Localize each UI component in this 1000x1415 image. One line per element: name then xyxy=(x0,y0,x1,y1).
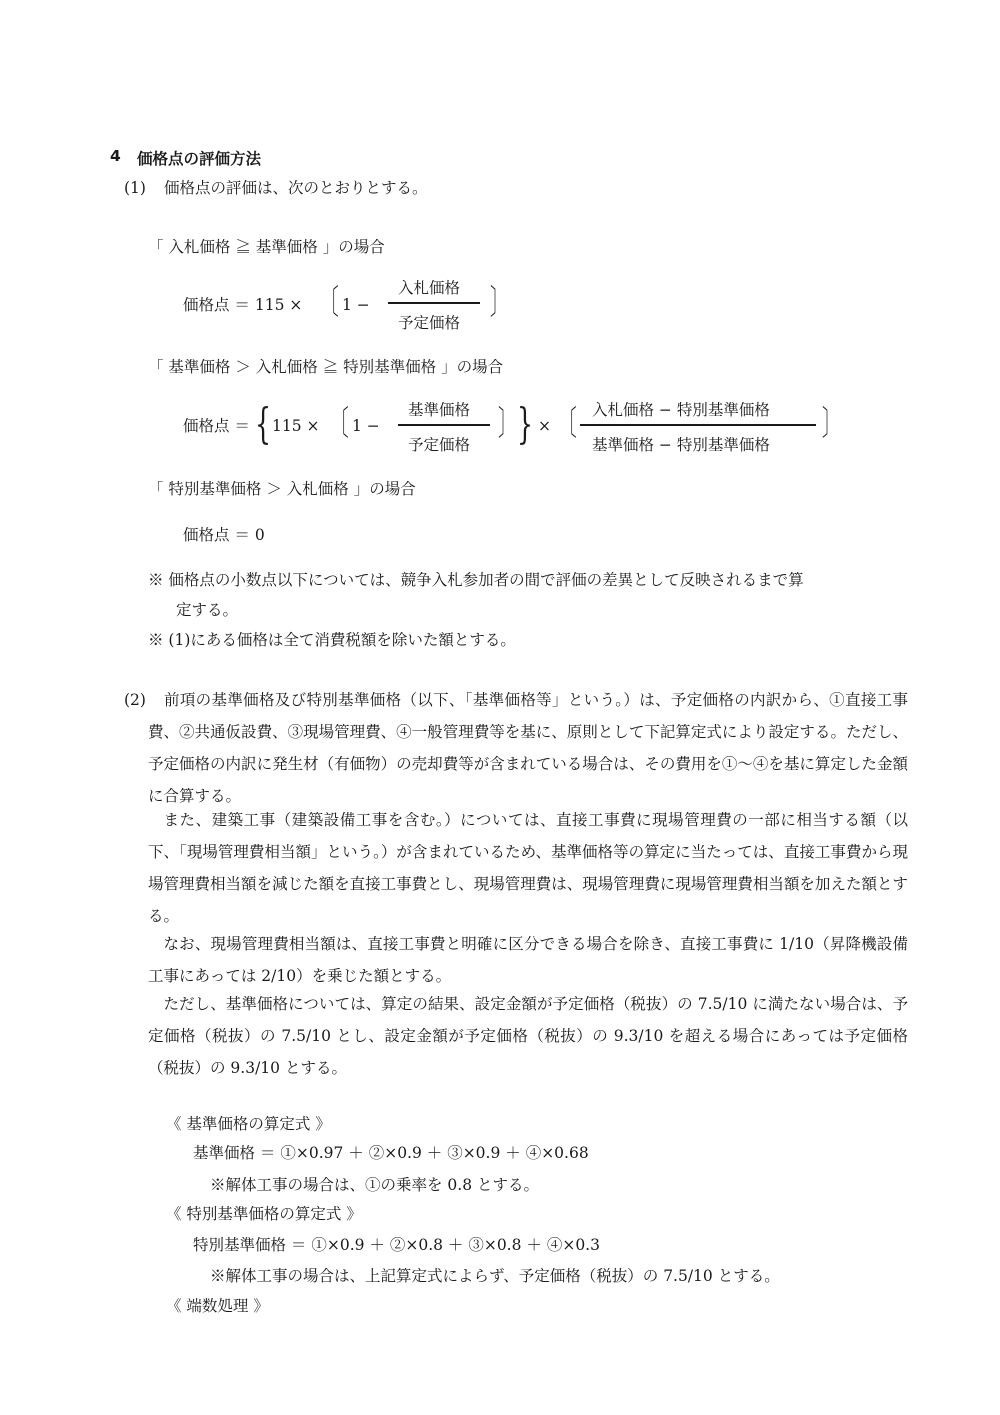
case-b-denominator-1: 予定価格 xyxy=(408,436,471,454)
item2-paragraph-2: また、建築工事（建築設備工事を含む。）については、直接工事費に現場管理費の一部に相当する額（以下、「現場管理費相当額」という。）が含まれているため、基準価格等の算定に当たっては、直接工事費から現場管理費相当額を減じた額を直接工事費とし、現場管理費は、現場管理費に現場管理費相当額を加えた額とする。 xyxy=(148,811,908,925)
case-b-close-bracket-1: 〕 xyxy=(498,404,517,444)
case-b-times: × xyxy=(538,417,551,435)
note-2: ※ (1)にある価格は全て消費税額を除いた額とする。 xyxy=(148,631,516,649)
base-formula-note: ※解体工事の場合は、①の乗率を 0.8 とする。 xyxy=(210,1176,540,1194)
note-1-line-2: 定する。 xyxy=(176,601,239,619)
case-b-coef: 115 × xyxy=(272,417,320,435)
case-a-open-bracket: 〔 xyxy=(320,283,339,323)
base-formula-title: 《 基準価格の算定式 》 xyxy=(166,1115,331,1133)
case-b-numerator-1: 基準価格 xyxy=(408,401,471,419)
case-a-condition: 「 入札価格 ≧ 基準価格 」の場合 xyxy=(148,238,385,256)
case-b-open-brace: { xyxy=(255,399,272,448)
item1-text: 価格点の評価は、次のとおりとする。 xyxy=(164,179,428,197)
section-title: 価格点の評価方法 xyxy=(137,150,262,168)
item2-paragraph-4: ただし、基準価格については、算定の結果、設定金額が予定価格（税抜）の 7.5/10 に満たない場合は、予定価格（税抜）の 7.5/10 とし、設定金額が予定価格（税抜）の 9.3/10 を超える場合にあっては予定価格（税抜）の 9.3/10 とする。 xyxy=(148,995,908,1077)
case-b-open-bracket-2: 〔 xyxy=(558,404,577,444)
case-b-condition: 「 基準価格 ＞ 入札価格 ≧ 特別基準価格 」の場合 xyxy=(148,358,504,376)
rounding-title: 《 端数処理 》 xyxy=(166,1297,269,1315)
special-formula-note: ※解体工事の場合は、上記算定式によらず、予定価格（税抜）の 7.5/10 とする。 xyxy=(210,1267,780,1285)
item1-label: (1) xyxy=(124,179,146,197)
case-b-fraction-bar-2 xyxy=(580,424,816,426)
special-formula-title: 《 特別基準価格の算定式 》 xyxy=(166,1205,362,1223)
case-b-lhs: 価格点 ＝ xyxy=(183,417,250,435)
case-b-one-minus: 1 − xyxy=(352,417,380,435)
case-b-close-brace: } xyxy=(517,399,534,448)
case-b-fraction-bar-1 xyxy=(398,424,490,426)
case-c-condition: 「 特別基準価格 ＞ 入札価格 」の場合 xyxy=(148,480,416,498)
case-a-fraction-bar xyxy=(388,302,480,304)
case-a-numerator: 入札価格 xyxy=(398,279,461,297)
section-number: 4 xyxy=(110,147,121,165)
item2-label: (2) xyxy=(124,691,146,709)
case-b-close-bracket-2: 〕 xyxy=(822,404,841,444)
case-a-lhs: 価格点 ＝ 115 × xyxy=(183,296,303,314)
case-c-formula: 価格点 ＝ 0 xyxy=(183,526,265,544)
special-formula: 特別基準価格 ＝ ①×0.9 ＋ ②×0.8 ＋ ③×0.8 ＋ ④×0.3 xyxy=(193,1236,600,1254)
item2-paragraph-3: なお、現場管理費相当額は、直接工事費と明確に区分できる場合を除き、直接工事費に 1/10（昇降機設備工事にあっては 2/10）を乗じた額とする。 xyxy=(148,935,908,985)
note-1-line-1: ※ 価格点の小数点以下については、競争入札参加者の間で評価の差異として反映されるまで算 xyxy=(148,571,804,589)
base-formula: 基準価格 ＝ ①×0.97 ＋ ②×0.9 ＋ ③×0.9 ＋ ④×0.68 xyxy=(193,1144,589,1162)
case-b-denominator-2: 基準価格 − 特別基準価格 xyxy=(592,436,770,454)
item2-paragraph-1: 前項の基準価格及び特別基準価格（以下、「基準価格等」という。）は、予定価格の内訳から、①直接工事費、②共通仮設費、③現場管理費、④一般管理費等を基に、原則として下記算定式により設定する。ただし、予定価格の内訳に発生材（有価物）の売却費等が含まれている場合は、その費用を①～④を基に算定した金額に合算する。 xyxy=(148,691,908,805)
case-b-numerator-2: 入札価格 − 特別基準価格 xyxy=(592,401,770,419)
case-a-close-bracket: 〕 xyxy=(490,283,509,323)
case-a-denominator: 予定価格 xyxy=(398,314,461,332)
case-a-one-minus: 1 − xyxy=(342,296,370,314)
case-b-open-bracket-1: 〔 xyxy=(330,404,349,444)
